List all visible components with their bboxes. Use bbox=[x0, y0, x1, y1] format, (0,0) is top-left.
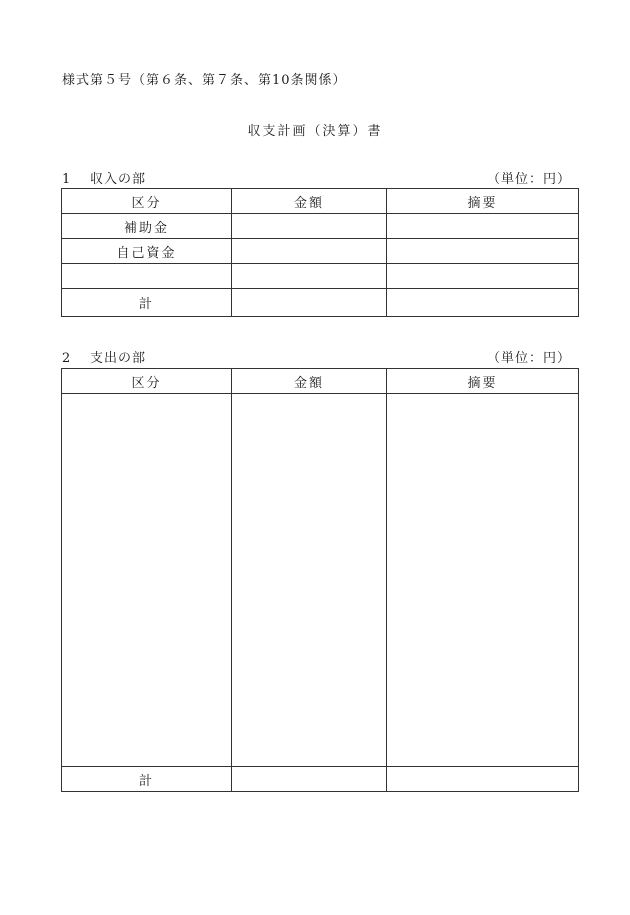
table-row bbox=[62, 239, 579, 264]
income-row-remarks[interactable] bbox=[387, 239, 579, 264]
income-row-amount[interactable] bbox=[232, 264, 387, 289]
income-row-category[interactable]: 補助金 bbox=[62, 214, 232, 239]
income-row-category[interactable] bbox=[62, 264, 232, 289]
expense-unit-label: （単位：円） bbox=[486, 351, 571, 366]
expense-section-title: 支出の部 bbox=[90, 351, 147, 366]
income-total-label: 計 bbox=[62, 289, 232, 317]
income-total-amount[interactable] bbox=[232, 289, 387, 317]
expense-row-category[interactable] bbox=[62, 394, 232, 767]
expense-total-amount[interactable] bbox=[232, 767, 387, 792]
expense-col-remarks: 摘要 bbox=[387, 369, 579, 394]
expense-row-amount[interactable] bbox=[232, 394, 387, 767]
income-table bbox=[61, 188, 579, 317]
income-total-remarks[interactable] bbox=[387, 289, 579, 317]
income-row-remarks[interactable] bbox=[387, 214, 579, 239]
table-row bbox=[62, 394, 579, 767]
income-col-category: 区分 bbox=[62, 189, 232, 214]
expense-total-row bbox=[62, 767, 579, 792]
expense-total-remarks[interactable] bbox=[387, 767, 579, 792]
expense-table bbox=[61, 368, 579, 792]
expense-col-amount: 金額 bbox=[232, 369, 387, 394]
income-section-number: 1 bbox=[62, 172, 72, 187]
income-section-title: 収入の部 bbox=[90, 172, 147, 187]
table-row bbox=[62, 264, 579, 289]
expense-row-remarks[interactable] bbox=[387, 394, 579, 767]
expense-header-row bbox=[62, 369, 579, 394]
document-title: 収支計画（決算）書 bbox=[247, 124, 383, 139]
expense-section-number: 2 bbox=[62, 351, 72, 366]
expense-section-heading bbox=[62, 347, 577, 366]
income-row-amount[interactable] bbox=[232, 239, 387, 264]
expense-col-category: 区分 bbox=[62, 369, 232, 394]
income-row-remarks[interactable] bbox=[387, 264, 579, 289]
income-col-amount: 金額 bbox=[232, 189, 387, 214]
table-row bbox=[62, 214, 579, 239]
income-total-row bbox=[62, 289, 579, 317]
form-number: 様式第５号（第６条、第７条、第10条関係） bbox=[62, 73, 347, 88]
income-row-category[interactable]: 自己資金 bbox=[62, 239, 232, 264]
income-col-remarks: 摘要 bbox=[387, 189, 579, 214]
income-row-amount[interactable] bbox=[232, 214, 387, 239]
income-header-row bbox=[62, 189, 579, 214]
income-unit-label: （単位：円） bbox=[486, 172, 571, 187]
expense-total-label: 計 bbox=[62, 767, 232, 792]
income-section-heading bbox=[62, 168, 577, 187]
